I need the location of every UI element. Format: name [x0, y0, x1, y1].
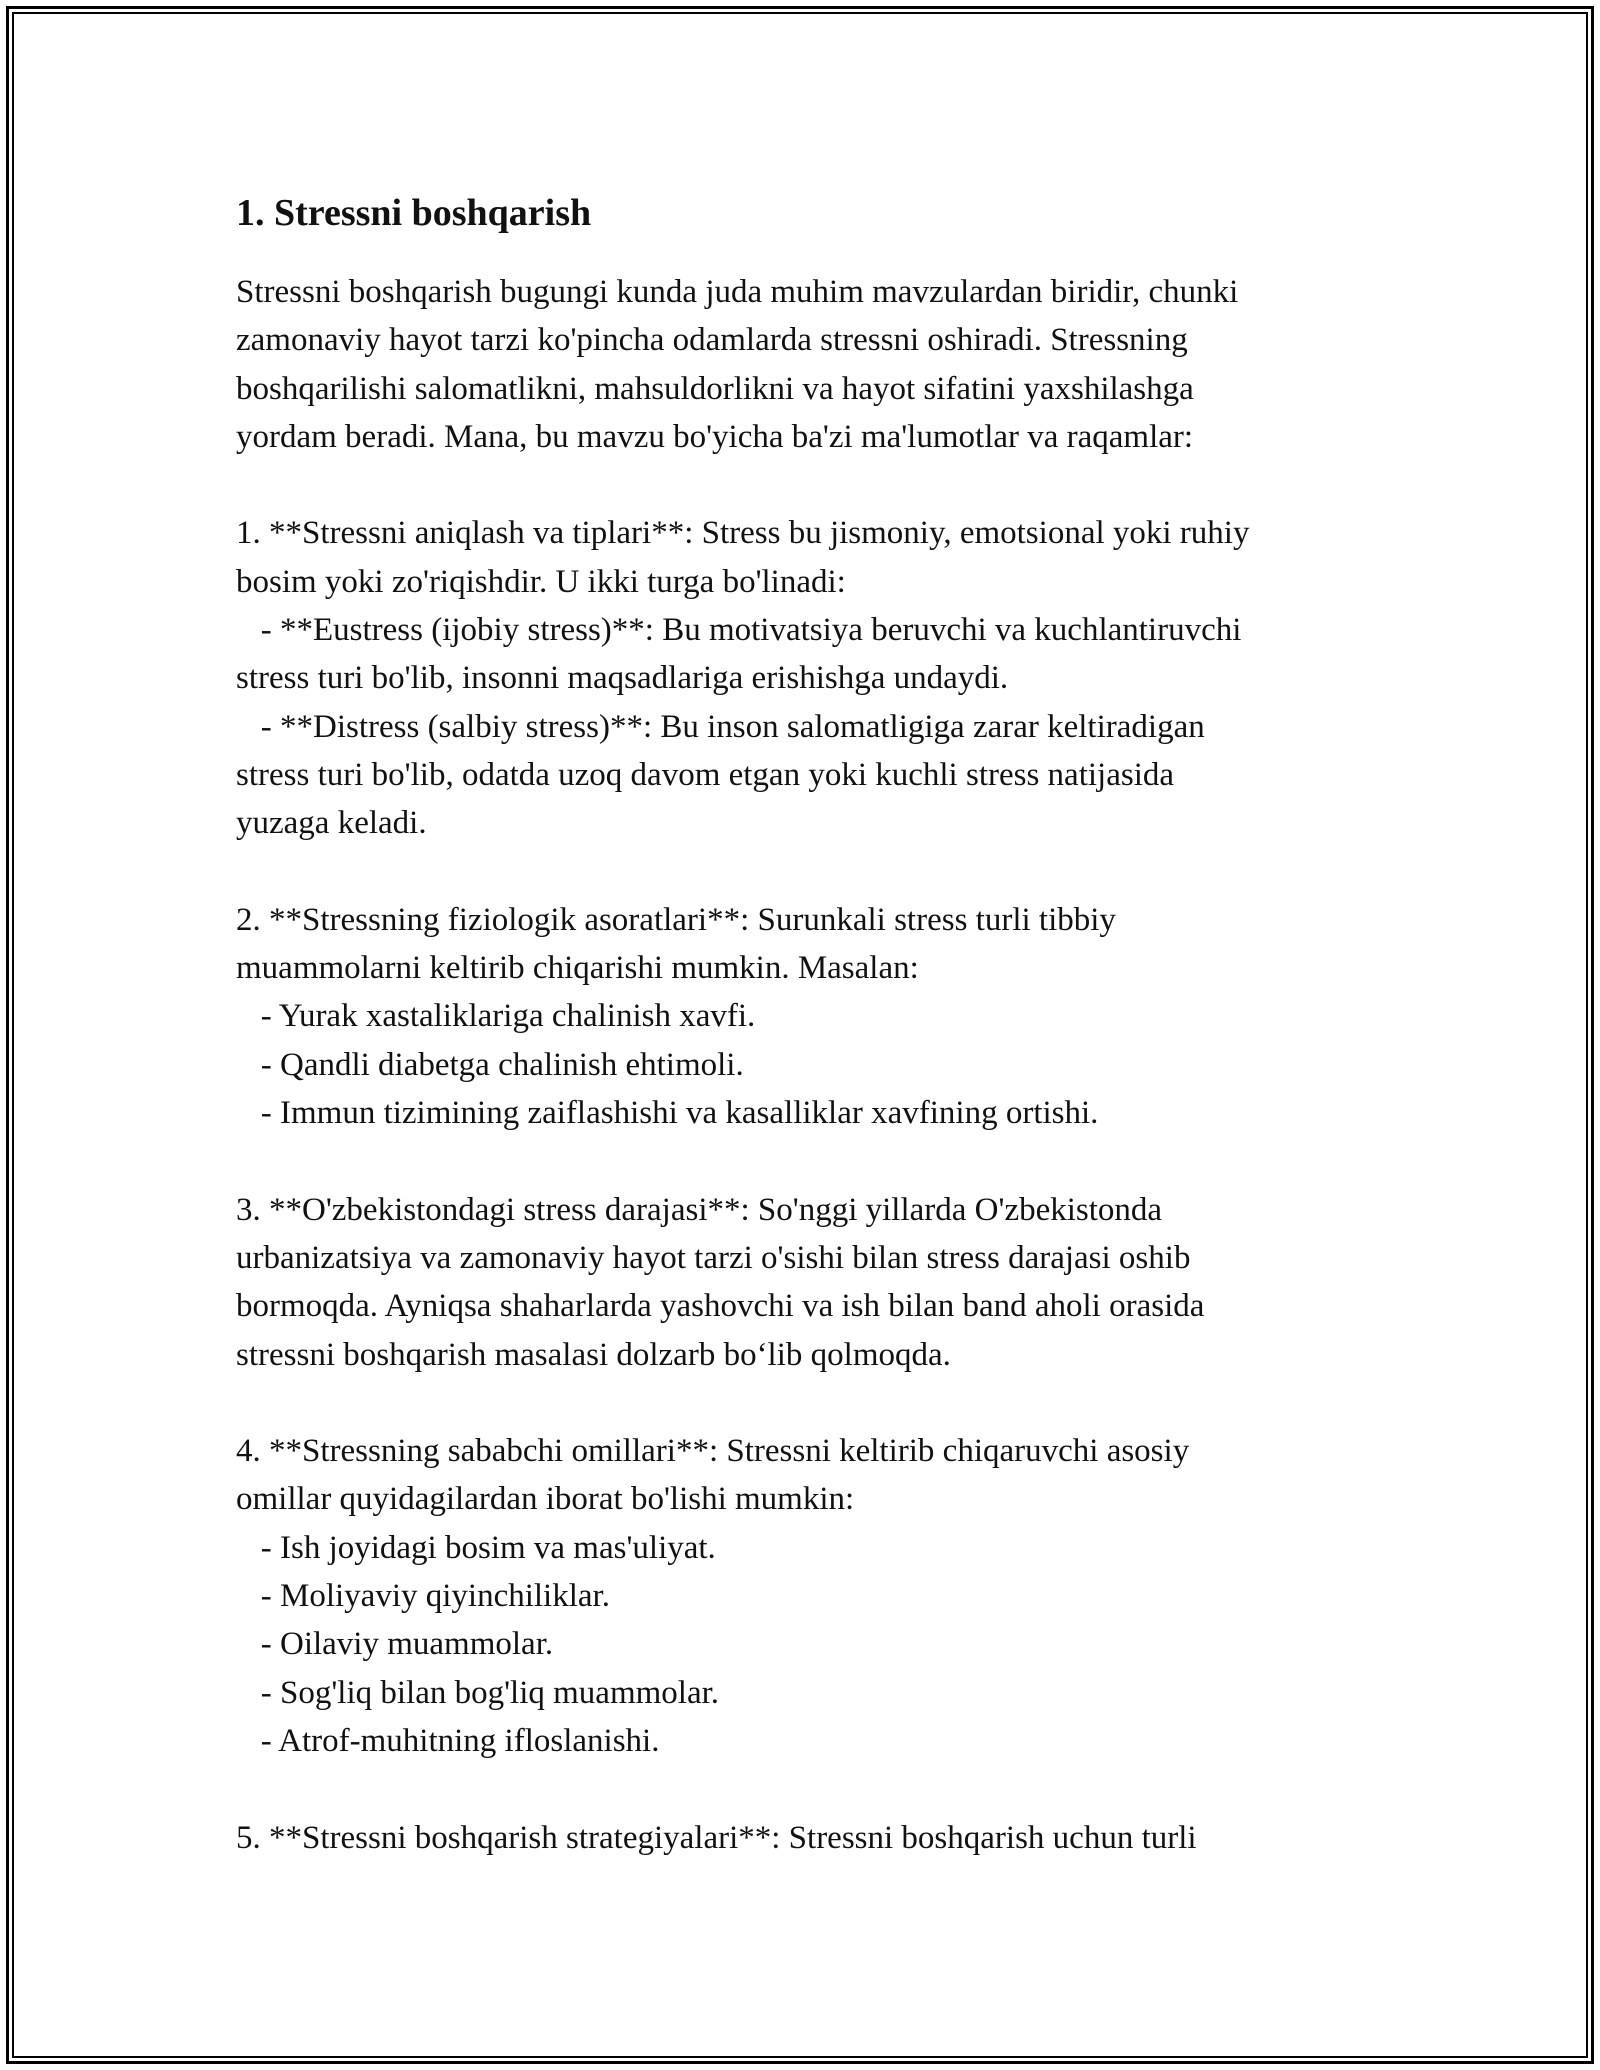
text-line: stressni boshqarish masalasi dolzarb bo‘lib qolmoqda.	[236, 1336, 951, 1373]
text-line: - Ish joyidagi bosim va mas'uliyat.	[236, 1529, 716, 1566]
text-line: omillar quyidagilardan iborat bo'lishi mumkin:	[236, 1481, 855, 1518]
text-line: - Oilaviy muammolar.	[236, 1626, 554, 1663]
text-line: zamonaviy hayot tarzi ko'pincha odamlarda stressni oshiradi. Stressning	[236, 322, 1188, 359]
blank-line	[236, 848, 1386, 896]
text-line: 5. **Stressni boshqarish strategiyalari**: Stressni boshqarish uchun turli	[236, 1819, 1197, 1856]
text-line: yuzaga keladi.	[236, 805, 427, 842]
text-line: - Yurak xastaliklariga chalinish xavfi.	[236, 998, 756, 1035]
text-line: - **Distress (salbiy stress)**: Bu inson salomatligiga zarar keltiradigan	[236, 708, 1205, 745]
text-line: Stressni boshqarish bugungi kunda juda muhim mavzulardan biridir, chunki	[236, 274, 1239, 310]
text-line: - Immun tizimining zaiflashishi va kasalliklar xavfining ortishi.	[236, 1095, 1099, 1132]
text-block	[236, 268, 1386, 1862]
text-line: stress turi bo'lib, odatda uzoq davom etgan yoki kuchli stress natijasida	[236, 756, 1175, 793]
text-line: 1. **Stressni aniqlash va tiplari**: Stress bu jismoniy, emotsional yoki ruhiy	[236, 515, 1250, 552]
text-line: muammolarni keltirib chiqarishi mumkin. Masalan:	[236, 950, 919, 987]
text-line: 2. **Stressning fiziologik asoratlari**: Surunkali stress turli tibbiy	[236, 901, 1116, 938]
text-line: yordam beradi. Mana, bu mavzu bo'yicha ba'zi ma'lumotlar va raqamlar:	[236, 418, 1194, 455]
text-line: 3. **O'zbekistondagi stress darajasi**: So'nggi yillarda O'zbekistonda	[236, 1191, 1163, 1228]
text-line: - Atrof-muhitning ifloslanishi.	[236, 1722, 660, 1759]
text-line: - Qandli diabetga chalinish ehtimoli.	[236, 1046, 744, 1083]
text-line: - Moliyaviy qiyinchiliklar.	[236, 1578, 610, 1615]
text-line: 4. **Stressning sababchi omillari**: Stressni keltirib chiqaruvchi asosiy	[236, 1433, 1190, 1470]
text-line: urbanizatsiya va zamonaviy hayot tarzi o'sishi bilan stress darajasi oshib	[236, 1239, 1191, 1276]
blank-line	[236, 461, 1386, 509]
text-line: bormoqda. Ayniqsa shaharlarda yashovchi va ish bilan band aholi orasida	[236, 1288, 1205, 1325]
blank-line	[236, 1137, 1386, 1185]
section-title: 1. Stressni boshqarish	[236, 192, 592, 234]
blank-line	[236, 1765, 1386, 1813]
text-line: boshqarilishi salomatlikni, mahsuldorlikni va hayot sifatini yaxshilashga	[236, 370, 1194, 407]
document-body	[236, 186, 1386, 1862]
text-line: - Sog'liq bilan bog'liq muammolar.	[236, 1674, 720, 1711]
text-line: - **Eustress (ijobiy stress)**: Bu motivatsiya beruvchi va kuchlantiruvchi	[236, 612, 1242, 649]
text-line: bosim yoki zo'riqishdir. U ikki turga bo'linadi:	[236, 563, 846, 600]
blank-line	[236, 1379, 1386, 1427]
text-line: stress turi bo'lib, insonni maqsadlariga erishishga undaydi.	[236, 660, 1009, 697]
